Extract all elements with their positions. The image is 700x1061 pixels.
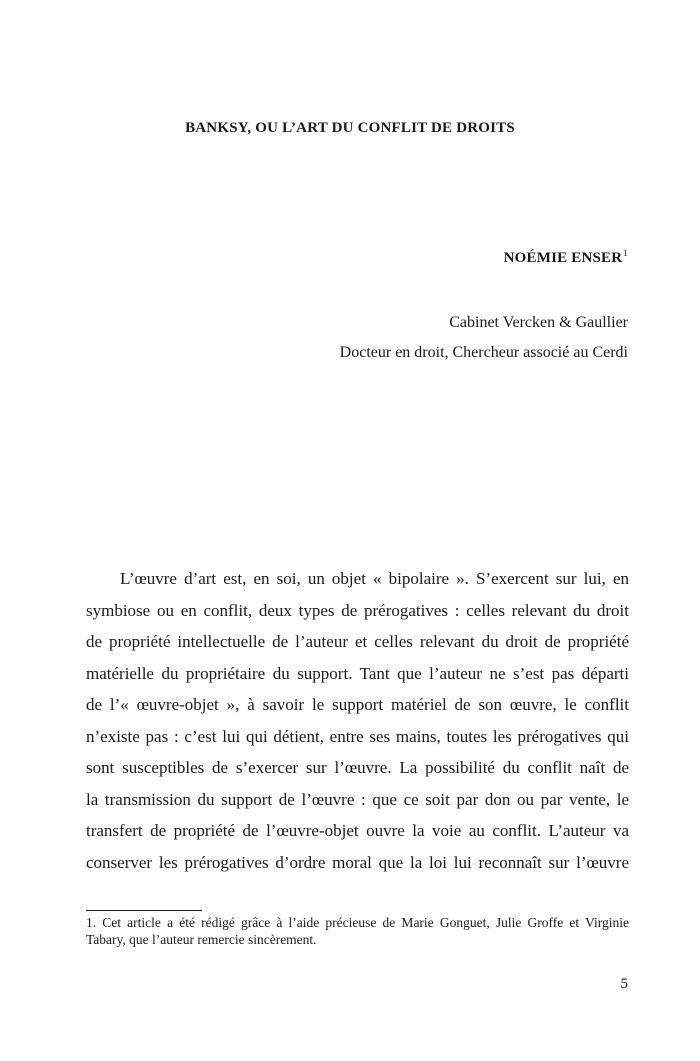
footnote bbox=[86, 914, 629, 948]
body-line: sont susceptibles de s’exercer sur l’œuvre. La possibilité du conflit naît de bbox=[86, 758, 629, 777]
body-line: matérielle du propriétaire du support. Tant que l’auteur ne s’est pas départi bbox=[86, 663, 629, 683]
body-line: de l’« œuvre-objet », à savoir le support matériel de son œuvre, le conflit bbox=[86, 695, 629, 714]
body-line: de propriété intellectuelle de l’auteur et celles relevant du droit de propriété bbox=[86, 632, 629, 651]
author-name: NOÉMIE ENSER bbox=[503, 250, 623, 266]
affiliation-position: Docteur en droit, Chercheur associé au Cerdi bbox=[339, 344, 628, 361]
body-line: la transmission du support de l’œuvre : que ce soit par don ou par vente, le bbox=[86, 789, 629, 809]
footnote-line: 1. Cet article a été rédigé grâce à l’aide précieuse de Marie Gonguet, Julie Groffe et Virginie bbox=[86, 915, 629, 930]
body-paragraph bbox=[86, 563, 629, 878]
author-name-block bbox=[504, 248, 628, 267]
body-line: transfert de propriété de l’œuvre-objet ouvre la voie au conflit. L’auteur va bbox=[86, 821, 629, 840]
footnote-divider bbox=[86, 910, 202, 911]
body-line: n’existe pas : c’est lui qui détient, entre ses mains, toutes les prérogatives qui bbox=[86, 726, 629, 746]
article-title: BANKSY, OU L’ART DU CONFLIT DE DROITS bbox=[185, 120, 515, 136]
affiliation-firm: Cabinet Vercken & Gaullier bbox=[449, 314, 628, 331]
footnote-line: Tabary, que l’auteur remercie sincèrement. bbox=[86, 932, 317, 947]
body-line: conserver les prérogatives d’ordre moral que la loi lui reconnaît sur l’œuvre bbox=[86, 852, 629, 872]
body-line: L’œuvre d’art est, en soi, un objet « bipolaire ». S’exercent sur lui, en bbox=[120, 569, 629, 588]
author-footnote-marker: 1 bbox=[623, 248, 628, 258]
page-number: 5 bbox=[620, 976, 628, 992]
body-line: symbiose ou en conflit, deux types de prérogatives : celles relevant du droit bbox=[86, 600, 629, 620]
